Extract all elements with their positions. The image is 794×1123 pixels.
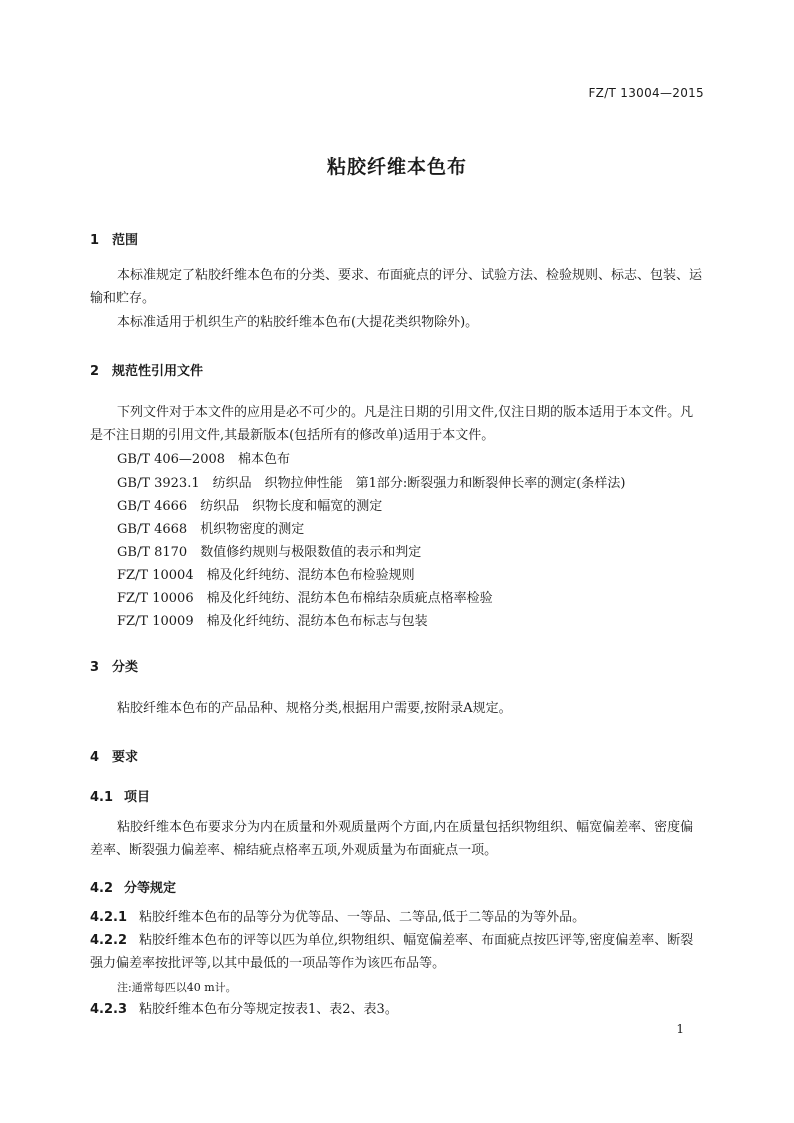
reference-code: FZ/T 10006: [117, 591, 194, 606]
subsection-title: 分等规定: [124, 881, 177, 896]
clause-text: 粘胶纤维本色布分等规定按表1、表2、表3。: [139, 1002, 398, 1017]
reference-code: FZ/T 10009: [117, 614, 194, 629]
reference-title: 机织物密度的测定: [200, 522, 305, 537]
reference-title: 纺织品 织物长度和幅宽的测定: [200, 499, 383, 514]
section-title: 规范性引用文件: [112, 364, 204, 379]
subsection-number: 4.2: [90, 881, 114, 896]
section-title: 范围: [112, 233, 139, 248]
clause-number: 4.2.3: [90, 1002, 128, 1017]
reference-item: [117, 610, 428, 629]
section-1-paragraph-1: 本标准规定了粘胶纤维本色布的分类、要求、布面疵点的评分、试验方法、检验规则、标志、包装、运输和贮存。: [90, 268, 703, 306]
reference-code: GB/T 4668: [117, 522, 188, 537]
reference-item: [117, 495, 382, 514]
reference-title: 棉及化纤纯纺、混纺本色布棉结杂质疵点格率检验: [206, 591, 493, 606]
reference-title: 棉本色布: [238, 452, 291, 467]
clause-text: 粘胶纤维本色布的品等分为优等品、一等品、二等品,低于二等品的为等外品。: [139, 910, 586, 925]
section-title: 分类: [112, 660, 139, 675]
section-3-paragraph-1: 粘胶纤维本色布的产品品种、规格分类,根据用户需要,按附录A规定。: [117, 701, 512, 716]
clause-number: 4.2.2: [90, 933, 128, 948]
clause-number: 4.2.1: [90, 910, 128, 925]
reference-code: GB/T 406—2008: [117, 452, 226, 467]
section-2-heading: [90, 360, 203, 379]
reference-item: [117, 518, 304, 537]
section-1-heading: [90, 229, 138, 248]
section-2-paragraph-1: 下列文件对于本文件的应用是必不可少的。凡是注日期的引用文件,仅注日期的版本适用于本文件。凡是不注日期的引用文件,其最新版本(包括所有的修改单)适用于本文件。: [90, 405, 694, 443]
page-number: 1: [676, 1022, 684, 1036]
reference-title: 棉及化纤纯纺、混纺本色布标志与包装: [206, 614, 428, 629]
subsection-4-2-heading: [90, 877, 176, 896]
section-3-heading: [90, 656, 138, 675]
standard-code: FZ/T 13004—2015: [588, 86, 704, 100]
reference-title: 纺织品 织物拉伸性能 第1部分:断裂强力和断裂伸长率的测定(条样法): [212, 476, 626, 491]
reference-code: GB/T 3923.1: [117, 476, 200, 491]
reference-code: GB/T 8170: [117, 545, 188, 560]
reference-item: [117, 472, 625, 491]
section-number: 3: [90, 660, 100, 675]
reference-code: GB/T 4666: [117, 499, 188, 514]
reference-item: [117, 541, 421, 560]
reference-code: FZ/T 10004: [117, 568, 194, 583]
reference-title: 棉及化纤纯纺、混纺本色布检验规则: [206, 568, 415, 583]
section-1-paragraph-2: 本标准适用于机织生产的粘胶纤维本色布(大提花类织物除外)。: [117, 315, 479, 330]
clause-4-2-2: [90, 929, 706, 975]
subsection-4-1-paragraph: 粘胶纤维本色布要求分为内在质量和外观质量两个方面,内在质量包括织物组织、幅宽偏差率、密度偏差率、断裂强力偏差率、棉结疵点格率五项,外观质量为布面疵点一项。: [90, 820, 694, 858]
subsection-number: 4.1: [90, 790, 114, 805]
reference-item: [117, 587, 493, 606]
subsection-4-1-heading: [90, 786, 150, 805]
clause-4-2-1: [90, 906, 706, 929]
clause-4-2-3: [90, 998, 706, 1021]
subsection-title: 项目: [124, 790, 151, 805]
clause-text: 粘胶纤维本色布的评等以匹为单位,织物组织、幅宽偏差率、布面疵点按匹评等,密度偏差率、断裂强力偏差率按批评等,以其中最低的一项品等作为该匹布品等。: [90, 933, 694, 971]
reference-title: 数值修约规则与极限数值的表示和判定: [200, 545, 422, 560]
section-number: 1: [90, 233, 100, 248]
reference-item: [117, 448, 290, 467]
section-number: 2: [90, 364, 100, 379]
section-4-heading: [90, 746, 138, 765]
section-number: 4: [90, 750, 100, 765]
document-title: 粘胶纤维本色布: [326, 156, 467, 178]
reference-item: [117, 564, 415, 583]
note: 注:通常每匹以40 m计。: [117, 981, 237, 994]
section-title: 要求: [112, 750, 139, 765]
